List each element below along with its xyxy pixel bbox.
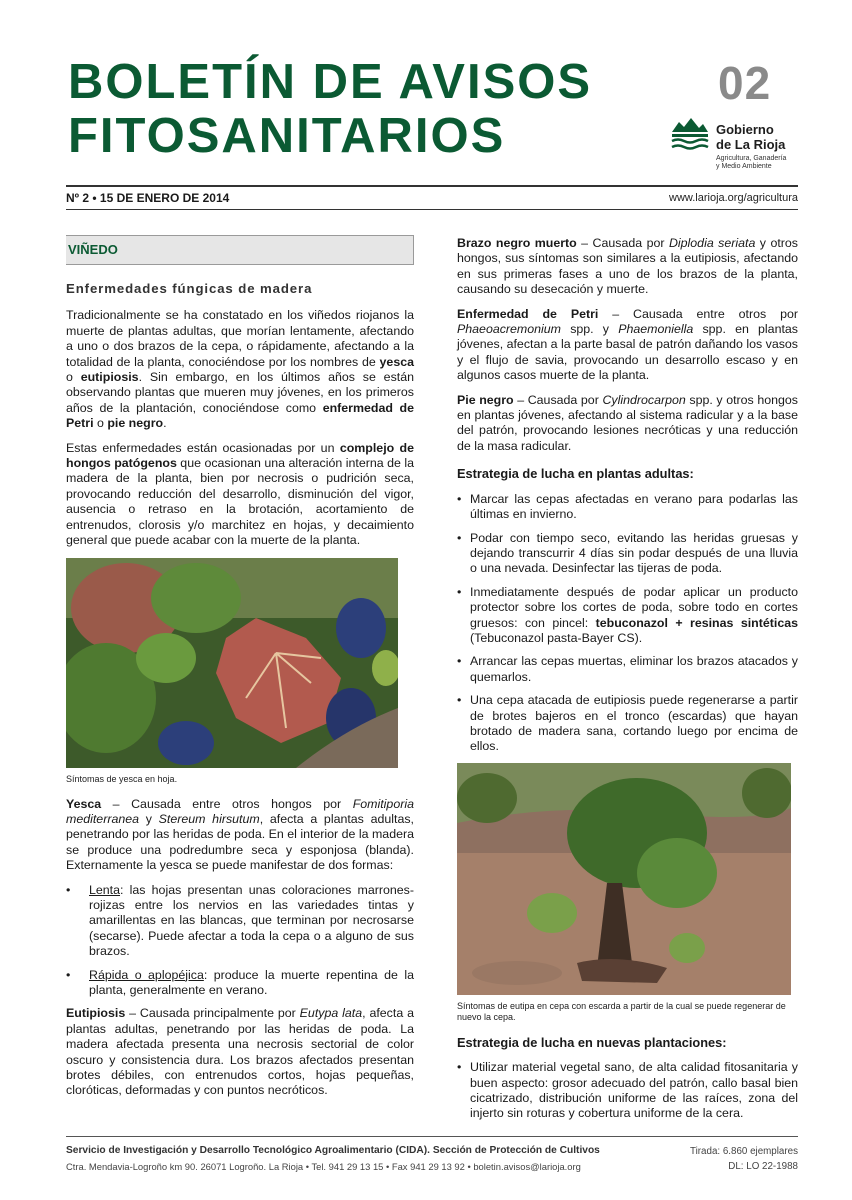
right-photo-caption: Síntomas de eutipa en cepa con escarda a partir de la cual se puede regenerar de nuevo la cepa. <box>457 1000 786 1022</box>
footer-service: Servicio de Investigación y Desarrollo Tecnológico Agroalimentario (CIDA). Sección de Protección de Cultivos <box>66 1145 600 1156</box>
gobierno-la-rioja-logo <box>670 114 805 178</box>
logo-emblem-icon <box>670 114 710 154</box>
section-heading <box>66 235 414 265</box>
pie-negro-paragraph: Pie negro – Causada por Cylindrocarpon spp. y otros hongos en plantas jóvenes, afectando al sistema radicular y a la base del patrón, provocando lesiones necróticas y una reducción de la masa radicular. <box>457 392 798 453</box>
left-photo-caption: Síntomas de yesca en hoja. <box>66 773 178 784</box>
logo-subtitle <box>716 155 786 171</box>
issue-number: 02 <box>718 57 772 109</box>
list-item: • Arrancar las cepas muertas, eliminar los brazos atacados y quemarlos. <box>457 654 798 684</box>
logo-name-1: Gobierno <box>716 122 774 137</box>
list-item: • Lenta: las hojas presentan unas coloraciones marrones-rojizas entre los nervios en las variedades tintas y amarillentas en las blancas, que terminan por necrosarse (secarse). Puede afectar a toda la cepa o a alguno de sus brazos. <box>66 882 414 959</box>
header-rule-bottom <box>66 209 798 210</box>
logo-sub-2: y Medio Ambiente <box>716 163 772 170</box>
yesca-forms-list <box>66 883 414 999</box>
section-title: VIÑEDO <box>68 242 118 257</box>
vine-trunk-image <box>457 763 791 995</box>
title-line-2: FITOSANITARIOS <box>68 109 506 163</box>
list-item: • Marcar las cepas afectadas en verano para podarlas las últimas en invierno. <box>457 491 798 522</box>
petri-paragraph: Enfermedad de Petri – Causada entre otros por Phaeoacremonium spp. y Phaemoniella spp. en plantas jóvenes, afectan a la parte basal de patrón dañando los vasos y el flujo de savia, provocando un desarrollo escaso y en algunos casos muerte de la planta. <box>457 306 798 383</box>
left-column <box>66 235 414 1108</box>
title-line-1: BOLETÍN DE AVISOS <box>68 55 593 109</box>
right-column <box>457 236 798 1130</box>
list-item: • Una cepa atacada de eutipiosis puede regenerarse a partir de brotes bajeros en el tronco (escardas) que hayan brotado de madera sana, cortando luego por encima de ellos. <box>457 693 798 754</box>
list-item: • Utilizar material vegetal sano, de alta calidad fitosanitaria y buen aspecto: grosor adecuado del patrón, callo basal bien cicatrizado, distribución uniforme de las raíces, zona del injerto sin roturas y cobertura uniforme de la cera. <box>457 1060 798 1121</box>
article-subheading: Enfermedades fúngicas de madera <box>66 281 313 296</box>
intro-paragraph: Tradicionalmente se ha constatado en los viñedos riojanos la muerte de plantas adultas, que morían lentamente, afectando a uno o dos brazos de la cepa, o rápidamente, afectando a la totalidad de la planta, conociéndose por los nombres de yesca o eutipiosis. Sin embargo, en los últimos años se están observando plantas que mueren muy jóvenes, en los primeros años de la plantación, conociéndose como enfermedad de Petri o pie negro. <box>66 308 414 431</box>
list-item: • Rápida o aplopéjica: produce la muerte repentina de la planta, generalmente en verano. <box>66 967 414 997</box>
footer-print-run: Tirada: 6.860 ejemplares <box>689 1146 798 1157</box>
list-item: • Inmediatamente después de podar aplicar un producto protector sobre los cortes de poda, sobre todo en cortes gruesos: con pincel: tebuconazol + resinas sintéticas (Tebuconazol pasta-Bayer CS). <box>457 584 798 645</box>
footer-legal-deposit: DL: LO 22-1988 <box>728 1161 798 1172</box>
logo-sub-1: Agricultura, Ganadería <box>716 155 787 162</box>
eutipiosis-paragraph: Eutipiosis – Causada principalmente por Eutypa lata, afecta a plantas adultas, penetrando por las heridas de poda. La madera afectada presenta una necrosis sectorial de color oscuro y consistencia dura. Los brazos afectados presentan brotes débiles, con entrenudos cortos, hojas pequeñas, cloróticas, deformadas y con puntos necróticos. <box>66 1006 414 1098</box>
footer-contact: Ctra. Mendavia-Logroño km 90. 26071 Logroño. La Rioja • Tel. 941 29 13 15 • Fax 941 29 13 92 • boletin.avisos@larioja.org <box>66 1161 581 1172</box>
brazo-negro-paragraph: Brazo negro muerto – Causada por Diplodia seriata y otros hongos, sus síntomas son similares a la eutipiosis, afectando en sus primeras fases a uno de los brazos de la planta, causando su desecación y muerte. <box>457 236 798 297</box>
logo-name <box>716 122 785 152</box>
logo-name-2: de La Rioja <box>716 137 786 152</box>
vine-leaf-image <box>66 558 398 768</box>
yesca-paragraph: Yesca – Causada entre otros hongos por Fomitiporia mediterranea y Stereum hirsutum, afecta a plantas adultas, penetrando por las heridas de poda. En el interior de la madera se produce una podredumbre seca y esponjosa (blanda). Externamente la yesca se puede manifestar de dos formas: <box>66 796 414 873</box>
footer-rule <box>66 1136 798 1137</box>
new-plantation-strategy-heading: Estrategia de lucha en nuevas plantaciones: <box>457 1034 727 1050</box>
adult-strategy-list <box>457 492 798 755</box>
list-item: • Podar con tiempo seco, evitando las heridas gruesas y dejando transcurrir 4 días sin podar después de una lluvia o una nevada. Desinfectar las tijeras de poda. <box>457 530 798 576</box>
causes-paragraph: Estas enfermedades están ocasionadas por un complejo de hongos patógenos que ocasionan una alteración interna de la madera de la planta, bien por necrosis o pudrición seca, provocando reducción del desarrollo, disminución del vigor, ausencia o retraso en la brotación, acortamiento de entrenudos, clorosis y/o marchitez en hojas, y decaimiento general que puede acabar con la muerte de la planta. <box>66 440 415 548</box>
yesca-leaf-photo <box>66 558 398 768</box>
adult-strategy-heading: Estrategia de lucha en plantas adultas: <box>457 466 694 482</box>
eutipa-vine-photo <box>457 763 791 995</box>
new-plantation-strategy-list <box>457 1060 798 1122</box>
website-link[interactable]: www.larioja.org/agricultura <box>669 192 798 204</box>
issue-date: Nº 2 • 15 DE ENERO DE 2014 <box>66 191 230 205</box>
header-rule-top <box>66 185 798 187</box>
